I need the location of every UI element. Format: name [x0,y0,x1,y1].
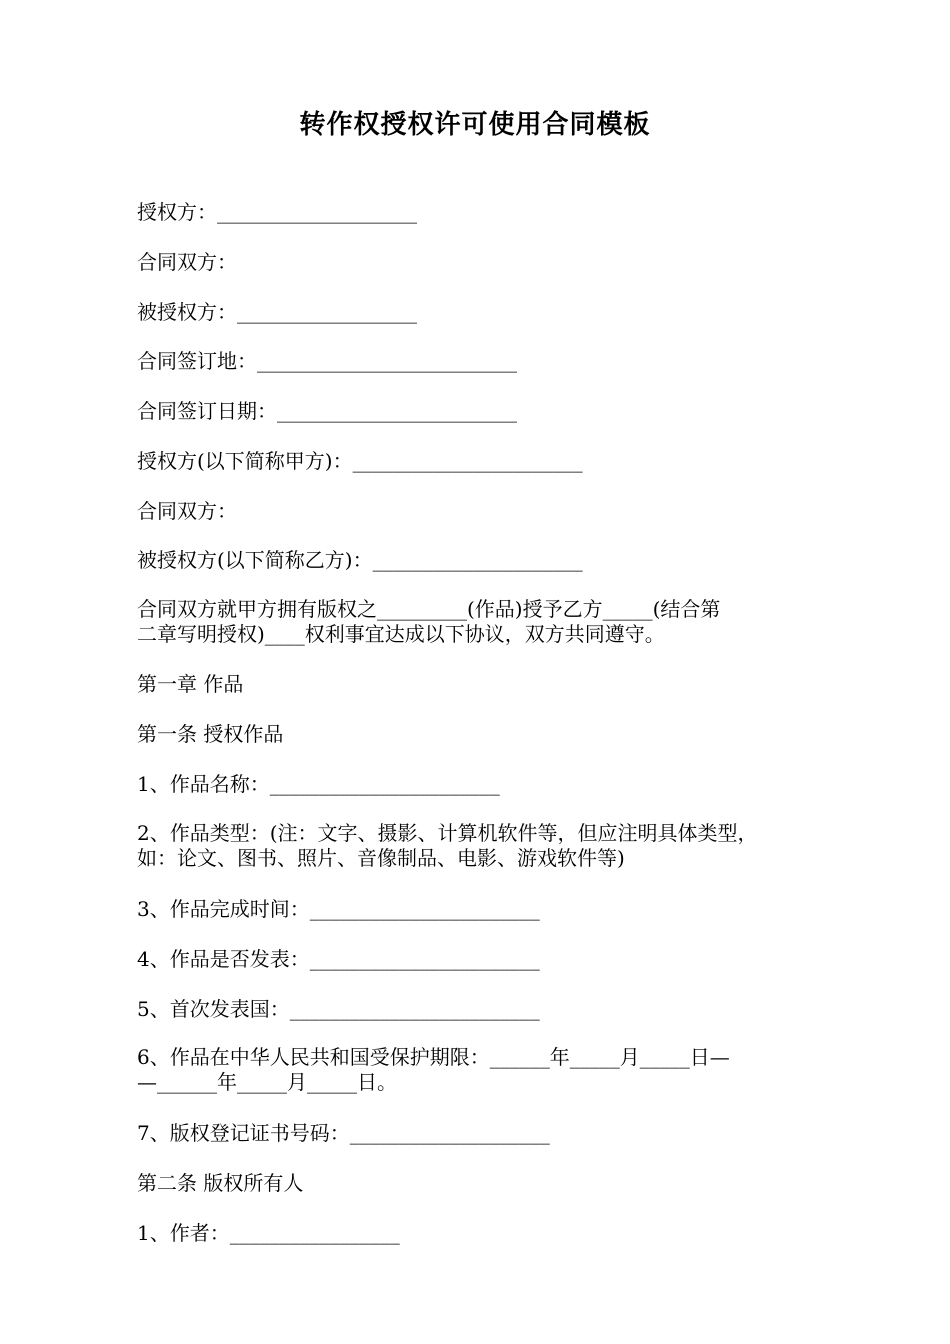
work-type-paragraph [137,821,827,871]
published-line: 4、作品是否发表：_______________________ [137,947,540,971]
article-heading-1: 第一条 授权作品 [137,722,284,746]
completion-time-line: 3、作品完成时间：_______________________ [137,897,540,921]
first-publication-country-line: 5、首次发表国：_________________________ [137,997,540,1021]
sign-date-line: 合同签订日期：________________________ [137,399,517,423]
sign-place-line: 合同签订地：__________________________ [137,349,517,373]
author-line: 1、作者：_________________ [137,1221,400,1245]
protection-period-paragraph [137,1045,827,1095]
parties-line: 合同双方： [137,250,237,274]
licensor-line: 授权方：____________________ [137,200,417,224]
registration-number-line: 7、版权登记证书号码：____________________ [137,1121,550,1145]
article-heading-2: 第二条 版权所有人 [137,1171,304,1195]
licensor-a-line: 授权方(以下简称甲方)：_______________________ [137,449,583,473]
protection-period-line-1: 6、作品在中华人民共和国受保护期限：______年_____月_____日— [137,1045,730,1069]
intro-line-2: 二章写明授权)____权利事宜达成以下协议，双方共同遵守。 [137,622,665,646]
work-type-line-1: 2、作品类型：(注：文字、摄影、计算机软件等，但应注明具体类型， [137,821,758,845]
work-name-line: 1、作品名称：_______________________ [137,772,500,796]
intro-paragraph [137,597,827,647]
document-title: 转作权授权许可使用合同模板 [299,110,651,140]
intro-line-1: 合同双方就甲方拥有版权之_________(作品)授予乙方_____(结合第 [137,597,721,621]
licensee-b-line: 被授权方(以下简称乙方)：_____________________ [137,548,583,572]
licensee-line: 被授权方：__________________ [137,300,417,324]
protection-period-line-2: —______年_____月_____日。 [137,1070,397,1094]
work-type-line-2: 如：论文、图书、照片、音像制品、电影、游戏软件等) [137,846,625,870]
parties-line-2: 合同双方： [137,499,237,523]
chapter-heading: 第一章 作品 [137,672,244,696]
